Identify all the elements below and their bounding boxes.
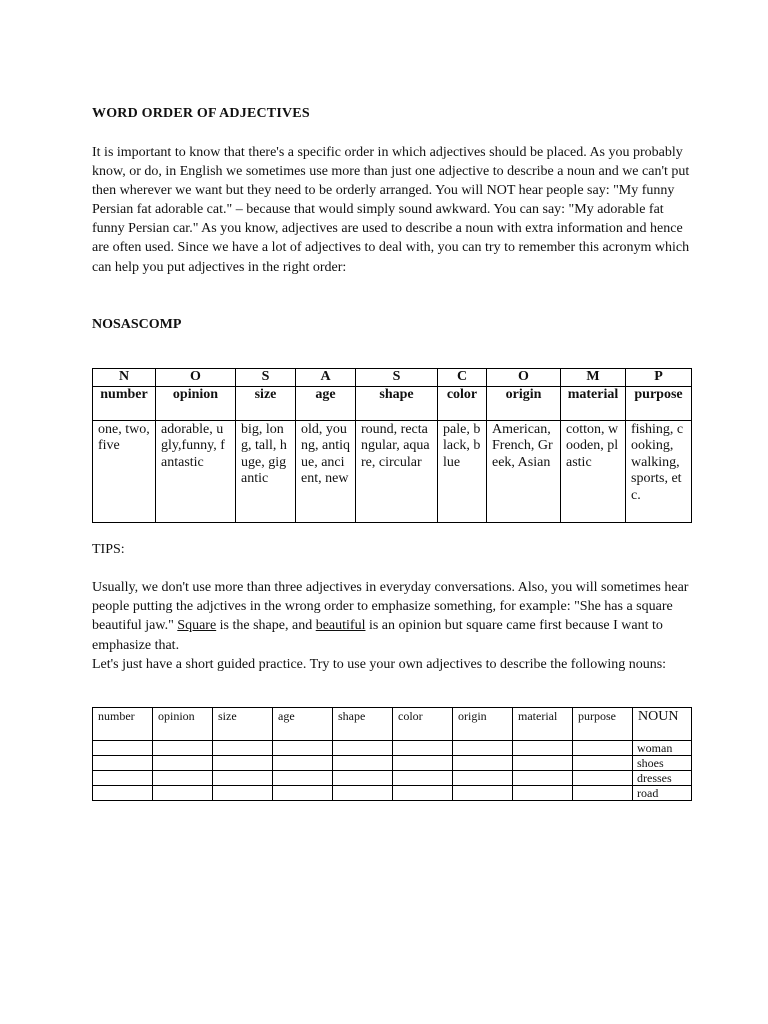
blank-cell[interactable] xyxy=(273,771,333,786)
heading-cell: purpose xyxy=(626,386,692,420)
blank-cell[interactable] xyxy=(213,756,273,771)
example-cell: cotton, wooden, plastic xyxy=(561,420,626,522)
practice-header-cell: color xyxy=(393,708,453,741)
practice-header-row xyxy=(93,708,692,741)
heading-cell: size xyxy=(236,386,296,420)
example-cell: fishing, cooking, walking, sports, etc. xyxy=(626,420,692,522)
example-cell: adorable, ugly,funny, fantastic xyxy=(156,420,236,522)
blank-cell[interactable] xyxy=(513,786,573,801)
blank-cell[interactable] xyxy=(573,741,633,756)
blank-cell[interactable] xyxy=(93,786,153,801)
blank-cell[interactable] xyxy=(513,771,573,786)
blank-cell[interactable] xyxy=(573,786,633,801)
blank-cell[interactable] xyxy=(333,741,393,756)
blank-cell[interactable] xyxy=(153,756,213,771)
tips-text-part: Usually, we don't use more than three adjectives in everyday conversations. Also, you will sometimes hear people putting the adjctives in the wrong order to emphasize something, for example: "She has a square beautiful jaw." xyxy=(92,580,689,634)
practice-header-cell: shape xyxy=(333,708,393,741)
acronym-letters-row xyxy=(93,369,692,387)
practice-header-cell: origin xyxy=(453,708,513,741)
heading-cell: number xyxy=(93,386,156,420)
practice-row xyxy=(93,771,692,786)
blank-cell[interactable] xyxy=(273,741,333,756)
blank-cell[interactable] xyxy=(153,741,213,756)
example-cell: American, French, Greek, Asian xyxy=(487,420,561,522)
blank-cell[interactable] xyxy=(93,756,153,771)
noun-cell: shoes xyxy=(633,756,692,771)
blank-cell[interactable] xyxy=(213,786,273,801)
noun-cell: road xyxy=(633,786,692,801)
underlined-word-beautiful: beautiful xyxy=(315,618,366,634)
heading-cell: color xyxy=(438,386,487,420)
heading-cell: material xyxy=(561,386,626,420)
blank-cell[interactable] xyxy=(213,771,273,786)
blank-cell[interactable] xyxy=(93,771,153,786)
letter-cell: S xyxy=(236,369,296,387)
practice-header-cell: age xyxy=(273,708,333,741)
letter-cell: S xyxy=(356,369,438,387)
underlined-word-square: Square xyxy=(177,618,217,634)
letter-cell: N xyxy=(93,369,156,387)
blank-cell[interactable] xyxy=(453,741,513,756)
blank-cell[interactable] xyxy=(453,786,513,801)
practice-row xyxy=(93,741,692,756)
practice-row xyxy=(93,756,692,771)
letter-cell: C xyxy=(438,369,487,387)
tips-text-part: is an opinion but square came first because I want to emphasize that. xyxy=(92,618,663,653)
letter-cell: M xyxy=(561,369,626,387)
tips-text-part: is the shape, and xyxy=(216,618,316,634)
practice-instructions: Let's just have a short guided practice. Try to use your own adjectives to describe the following nouns: xyxy=(92,656,667,672)
example-cell: one, two, five xyxy=(93,420,156,522)
intro-paragraph: It is important to know that there's a specific order in which adjectives should be placed. As you probably know, or do, in English we sometimes use more than just one adjective to describe a noun and we can't put then wherever we want but they need to be orderly arranged. You will NOT hear people say: "My funny Persian fat adorable cat." – because that would simply sound awkward. You can say: "My adorable fat funny Persian car." As you know, adjectives are used to describe a noun with extra information and hence are often used. Since we have a lot of adjectives to deal with, you can try to remember this acronym which can help you put adjectives in the right order: xyxy=(92,145,690,275)
heading-cell: age xyxy=(296,386,356,420)
letter-cell: A xyxy=(296,369,356,387)
practice-header-cell: opinion xyxy=(153,708,213,741)
noun-cell: dresses xyxy=(633,771,692,786)
category-headings-row xyxy=(93,386,692,420)
blank-cell[interactable] xyxy=(273,756,333,771)
letter-cell: O xyxy=(487,369,561,387)
blank-cell[interactable] xyxy=(393,786,453,801)
blank-cell[interactable] xyxy=(513,741,573,756)
practice-table xyxy=(92,707,692,801)
practice-header-cell: purpose xyxy=(573,708,633,741)
examples-row xyxy=(93,420,692,522)
blank-cell[interactable] xyxy=(573,756,633,771)
blank-cell[interactable] xyxy=(573,771,633,786)
example-cell: old, young, antique, ancient, new xyxy=(296,420,356,522)
noun-cell: woman xyxy=(633,741,692,756)
heading-cell: origin xyxy=(487,386,561,420)
blank-cell[interactable] xyxy=(273,786,333,801)
blank-cell[interactable] xyxy=(213,741,273,756)
example-cell: round, rectangular, aquare, circular xyxy=(356,420,438,522)
practice-header-cell: size xyxy=(213,708,273,741)
practice-header-cell: material xyxy=(513,708,573,741)
blank-cell[interactable] xyxy=(453,771,513,786)
example-cell: pale, black, blue xyxy=(438,420,487,522)
letter-cell: O xyxy=(156,369,236,387)
page-title: WORD ORDER OF ADJECTIVES xyxy=(92,106,310,121)
blank-cell[interactable] xyxy=(393,741,453,756)
blank-cell[interactable] xyxy=(513,756,573,771)
blank-cell[interactable] xyxy=(333,756,393,771)
example-cell: big, long, tall, huge, gigantic xyxy=(236,420,296,522)
letter-cell: P xyxy=(626,369,692,387)
blank-cell[interactable] xyxy=(393,771,453,786)
practice-header-cell-noun: NOUN xyxy=(633,708,692,741)
acronym-heading: NOSASCOMP xyxy=(92,317,182,332)
blank-cell[interactable] xyxy=(93,741,153,756)
tips-label: TIPS: xyxy=(92,542,125,557)
tips-paragraph xyxy=(92,578,692,674)
blank-cell[interactable] xyxy=(453,756,513,771)
practice-row xyxy=(93,786,692,801)
blank-cell[interactable] xyxy=(393,756,453,771)
heading-cell: opinion xyxy=(156,386,236,420)
heading-cell: shape xyxy=(356,386,438,420)
adjective-order-table xyxy=(92,368,692,523)
practice-header-cell: number xyxy=(93,708,153,741)
blank-cell[interactable] xyxy=(153,771,213,786)
blank-cell[interactable] xyxy=(153,786,213,801)
blank-cell[interactable] xyxy=(333,771,393,786)
blank-cell[interactable] xyxy=(333,786,393,801)
